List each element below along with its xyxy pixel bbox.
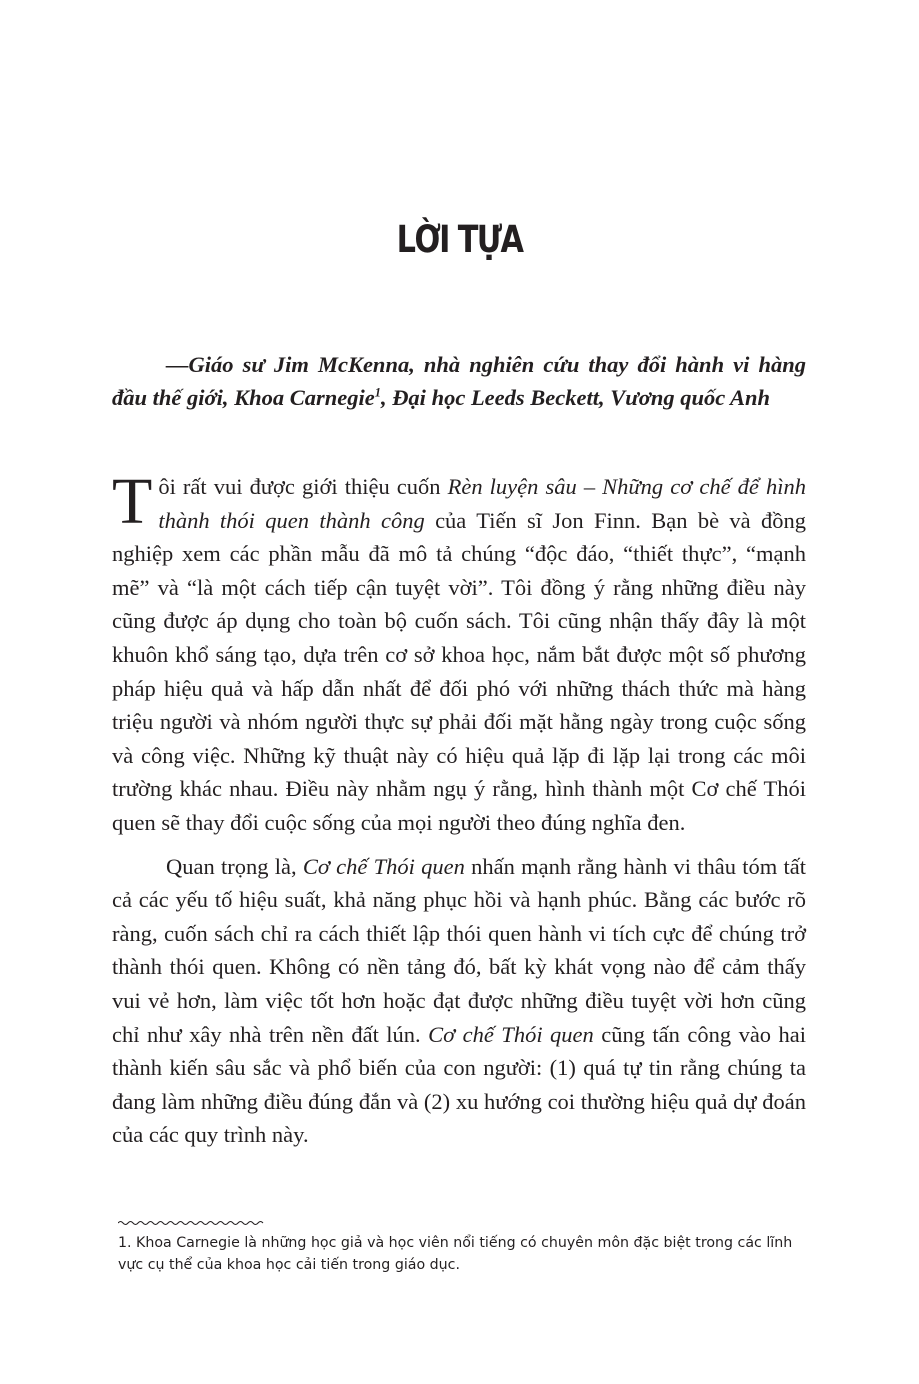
paragraph-1 [112,465,806,840]
epigraph [112,348,806,414]
paragraph-2-rest: cũng tấn công vào hai thành kiến sâu sắc và phổ biến của con người: (1) quá tự tin rằng chúng ta đang làm những điều đúng đắn và (2) xu hướng coi thường hiệu quả dự đoán của các quy trình này. [112,1021,807,1148]
paragraph-2 [112,850,806,1152]
paragraph-2-lead: Quan trọng là, [166,853,303,879]
paragraph-1-rest: của Tiến sĩ Jon Finn. Bạn bè và đồng nghiệp xem các phần mẫu đã mô tả chúng “độc đáo, “thiết thực”, “mạnh mẽ” và “là một cách tiếp cận tuyệt vời”. Tôi đồng ý rằng những điều này cũng được áp dụng cho toàn bộ cuốn sách. Tôi cũng nhận thấy đây là một khuôn khổ sáng tạo, dựa trên cơ sở khoa học, nắm bắt được một số phương pháp hiệu quả và hấp dẫn nhất để đối phó với những thách thức mà hàng triệu người và nhóm người thực sự phải đối mặt hằng ngày trong cuộc sống và công việc. Những kỹ thuật này có hiệu quả lặp đi lặp lại trong các môi trường khác nhau. Điều này nhằm ngụ ý rằng, hình thành một Cơ chế Thói quen sẽ thay đổi cuộc sống của mọi người theo đúng nghĩa đen. [112,507,806,835]
book-title: Rèn luyện sâu – Những cơ chế để hình thành thói quen thành công [158,474,806,533]
footnote-marker[interactable]: 1 [374,385,381,400]
drop-cap: T [112,465,153,538]
page-title: LỜI TỰA [396,218,523,261]
footnote: 1. Khoa Carnegie là những học giả và học viên nổi tiếng có chuyên môn đặc biệt trong các lĩnh vực cụ thể của khoa học cải tiến trong giáo dục. [118,1235,793,1273]
body-text [112,465,807,1162]
term-habit-mechanism-2: Cơ chế Thói quen [428,1021,594,1047]
term-habit-mechanism: Cơ chế Thói quen [302,853,465,879]
paragraph-2-middle: nhấn mạnh rằng hành vi thâu tóm tất cả các yếu tố hiệu suất, khả năng phục hồi và hạnh phúc. Bằng các bước rõ ràng, cuốn sách chỉ ra cách thiết lập thói quen hành vi tích cực để chúng trở thành thói quen. Không có nền tảng đó, bất kỳ khát vọng nào để cảm thấy vui vẻ hơn, làm việc tốt hơn hoặc đạt được những điều tuyệt vời hơn cũng chỉ như xây nhà trên nền đất lún. [112,853,807,1047]
epigraph-text-end: , Đại học Leeds Beckett, Vương quốc Anh [380,385,771,410]
paragraph-1-lead: ôi rất vui được giới thiệu cuốn [158,474,448,499]
epigraph-text: —Giáo sư Jim McKenna, nhà nghiên cứu thay đổi hành vi hàng đầu thế giới, Khoa Carnegie [112,352,806,410]
footnote-divider [118,1219,264,1227]
